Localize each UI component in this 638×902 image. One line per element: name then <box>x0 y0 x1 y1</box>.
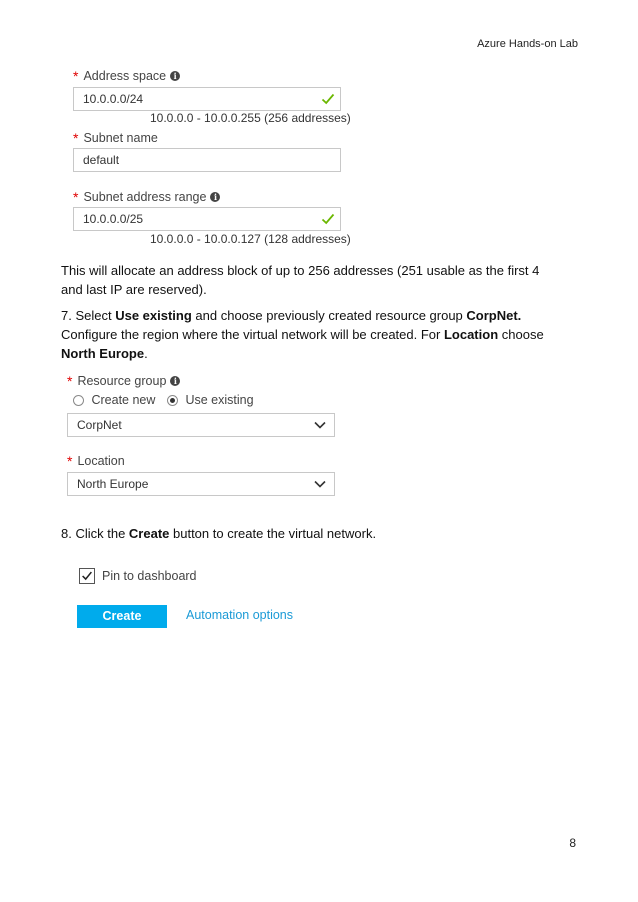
location-select[interactable]: North Europe <box>67 472 335 496</box>
pin-to-dashboard-checkbox[interactable] <box>79 568 95 584</box>
pin-to-dashboard-label: Pin to dashboard <box>102 569 197 583</box>
page-number: 8 <box>569 836 576 850</box>
step7-paragraph: 7. Select Use existing and choose previously created resource group CorpNet. Configure the region where the virtual network will be created. For Location choose North Europe. <box>61 308 544 361</box>
resource-group-label: * Resource group i <box>67 372 180 388</box>
radio-button-selected[interactable] <box>167 395 178 406</box>
step8-paragraph: 8. Click the Create button to create the virtual network. <box>61 526 377 541</box>
subnet-range-input[interactable]: 10.0.0.0/25 <box>73 207 341 231</box>
create-button[interactable]: Create <box>77 605 167 628</box>
chevron-down-icon <box>314 420 326 430</box>
valid-check-icon <box>321 212 335 226</box>
chevron-down-icon <box>314 479 326 489</box>
required-asterisk: * <box>73 189 79 205</box>
address-space-label: * Address space i <box>73 67 180 83</box>
required-asterisk: * <box>67 373 73 389</box>
radio-create-new[interactable]: Create new <box>73 393 155 407</box>
required-asterisk: * <box>73 68 79 84</box>
valid-check-icon <box>321 92 335 106</box>
info-icon[interactable]: i <box>170 376 180 386</box>
subnet-range-hint: 10.0.0.0 - 10.0.0.127 (128 addresses) <box>150 232 351 246</box>
radio-button[interactable] <box>73 395 84 406</box>
info-icon[interactable]: i <box>210 192 220 202</box>
required-asterisk: * <box>73 130 79 146</box>
allocation-paragraph: This will allocate an address block of up to 256 addresses (251 usable as the first 4 and last IP are reserved). <box>61 263 540 297</box>
resource-group-select[interactable]: CorpNet <box>67 413 335 437</box>
address-space-input[interactable]: 10.0.0.0/24 <box>73 87 341 111</box>
radio-use-existing[interactable]: Use existing <box>167 393 254 407</box>
document-header: Azure Hands-on Lab <box>477 38 578 50</box>
info-icon[interactable]: i <box>170 71 180 81</box>
required-asterisk: * <box>67 453 73 469</box>
location-label: * Location <box>67 453 125 469</box>
checkmark-icon <box>80 569 94 583</box>
automation-options-link[interactable]: Automation options <box>186 608 294 622</box>
subnet-name-input[interactable]: default <box>73 148 341 172</box>
address-space-hint: 10.0.0.0 - 10.0.0.255 (256 addresses) <box>150 111 351 125</box>
subnet-name-label: * Subnet name <box>73 130 158 146</box>
subnet-range-label: * Subnet address range i <box>73 188 220 204</box>
